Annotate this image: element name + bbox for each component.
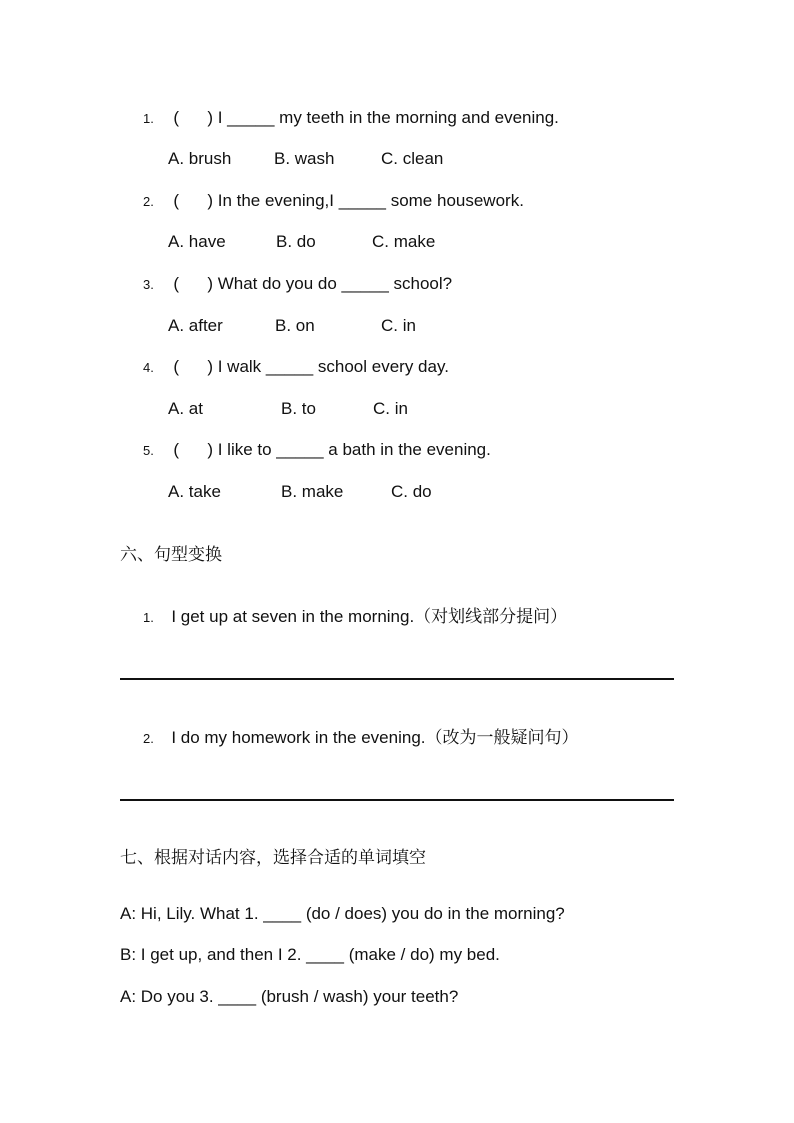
section-heading: 六、句型变换 [120, 545, 222, 565]
question-line [143, 357, 449, 377]
option-c: C. make [372, 232, 436, 251]
option-c: C. do [391, 482, 432, 501]
option-a: A. after [168, 316, 223, 335]
question-line [143, 191, 524, 211]
question-number: 2. [143, 194, 154, 209]
question-number: 1. [143, 111, 154, 126]
option-b: B. on [275, 316, 315, 335]
question-text: I _____ my teeth in the morning and evening. [217, 108, 559, 127]
question-line [143, 440, 491, 460]
answer-line[interactable] [120, 799, 674, 801]
question-line [143, 108, 559, 128]
answer-paren: ( ) [173, 357, 213, 376]
question-text: I walk _____ school every day. [217, 357, 449, 376]
question-number: 3. [143, 277, 154, 292]
item-number: 1. [143, 610, 154, 625]
option-b: B. wash [274, 149, 335, 168]
item-number: 2. [143, 731, 154, 746]
question-number: 4. [143, 360, 154, 375]
dialogue-line: B: I get up, and then I 2. ____ (make / do) my bed. [120, 945, 500, 964]
option-b: B. make [281, 482, 344, 501]
transform-item-2 [143, 723, 579, 748]
question-number: 5. [143, 443, 154, 458]
answer-paren: ( ) [173, 440, 213, 459]
option-a: A. have [168, 232, 226, 251]
answer-paren: ( ) [173, 191, 213, 210]
dialogue-line: A: Do you 3. ____ (brush / wash) your teeth? [120, 987, 459, 1006]
answer-paren: ( ) [173, 274, 213, 293]
answer-paren: ( ) [173, 108, 213, 127]
option-a: A. at [168, 399, 203, 418]
item-text: I get up at seven in the morning.（对划线部分提问） [171, 607, 568, 626]
question-line [143, 274, 452, 294]
answer-line[interactable] [120, 678, 674, 680]
option-a: A. take [168, 482, 221, 501]
option-b: B. do [276, 232, 316, 251]
section-heading: 七、根据对话内容，选择合适的单词填空 [120, 848, 426, 868]
option-b: B. to [281, 399, 316, 418]
option-c: C. in [381, 316, 416, 335]
question-text: I like to _____ a bath in the evening. [217, 440, 491, 459]
option-c: C. in [373, 399, 408, 418]
question-text: What do you do _____ school? [217, 274, 453, 293]
item-text: I do my homework in the evening.（改为一般疑问句） [171, 728, 579, 747]
option-c: C. clean [381, 149, 444, 168]
transform-item-1 [143, 602, 567, 627]
option-a: A. brush [168, 149, 232, 168]
dialogue-line: A: Hi, Lily. What 1. ____ (do / does) you do in the morning? [120, 904, 565, 923]
question-text: In the evening,I _____ some housework. [217, 191, 524, 210]
